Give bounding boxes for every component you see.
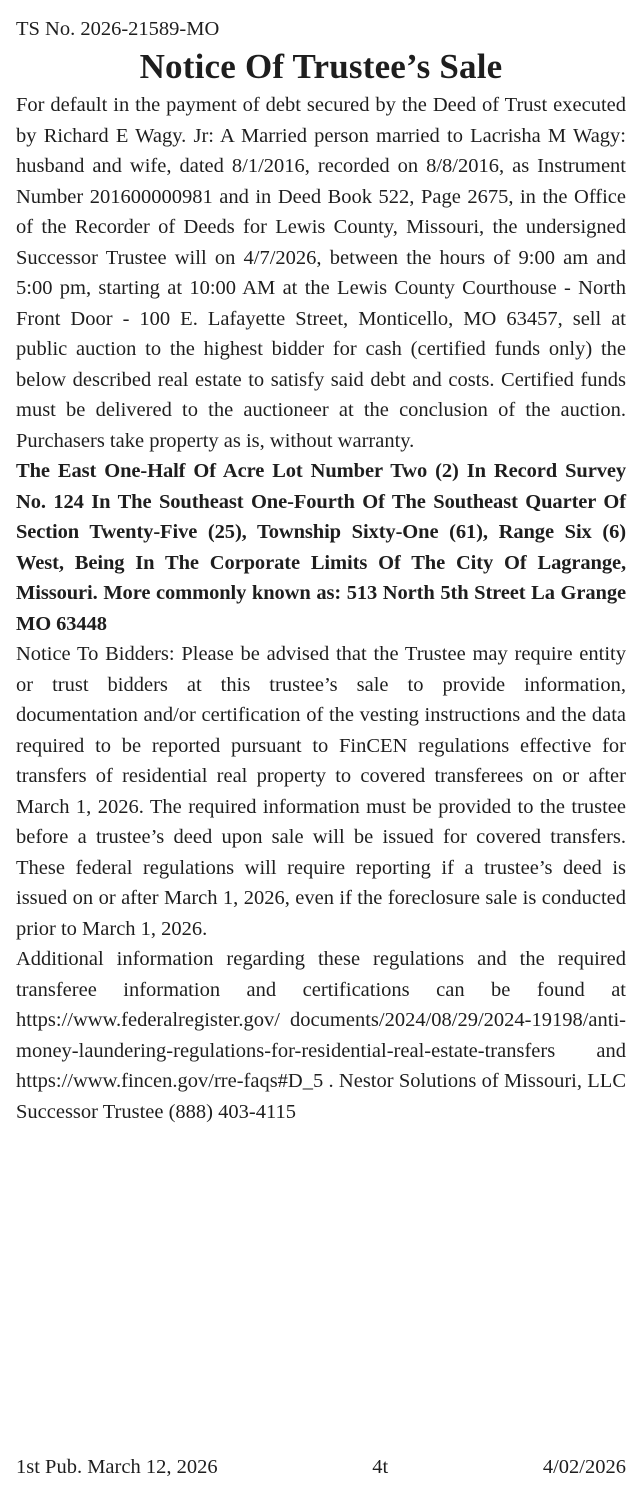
bidders-notice: Notice To Bidders: Please be advised that the Trustee may require entity or trust bidders at this trustee’s sale to provide information, documentation and/or certification of the vesting instructions and the data required to be reported pursuant to FinCEN regulations effective for transfers of residential real property to covered transferees on or after March 1, 2026. The required information must be provided to the trustee before a trustee’s deed upon sale will be issued for covered transfers. These federal regulations will require reporting if a trustee’s deed is issued on or after March 1, 2026, even if the foreclosure sale is conducted prior to March 1, 2026. [16, 643, 626, 940]
additional-info: Additional information regarding these regulations and the required transferee information and certifications can be found at https://www.federalregister.gov/ documents/2024/08/29/2024-19198/anti-money-laundering-regulations-for-residential-real-estate-transfers and https://www.fincen.gov/rre-faqs#D_5 . Nestor Solutions of Missouri, LLC Successor Trustee (888) 403-4115 [16, 948, 626, 1123]
last-publication-date: 4/02/2026 [542, 1456, 626, 1478]
first-publication-date: 1st Pub. March 12, 2026 [16, 1456, 218, 1478]
ts-number: TS No. 2026-21589-MO [16, 18, 220, 40]
run-count: 4t [372, 1456, 389, 1478]
publication-footer [16, 1452, 626, 1482]
notice-title: Notice Of Trustee’s Sale [139, 47, 503, 86]
legal-description: The East One-Half Of Acre Lot Number Two (2) In Record Survey No. 124 In The Southeast One-Fourth Of The Southeast Quarter Of Section Twenty-Five (25), Township Sixty-One (61), Range Six (6) West, Being In The Corporate Limits Of The City Of Lagrange, Missouri. More commonly known as: 513 North 5th Street La Grange MO 63448 [16, 460, 626, 635]
body-paragraph: For default in the payment of debt secured by the Deed of Trust executed by Richard E Wagy. Jr: A Married person married to Lacrisha M Wagy: husband and wife, dated 8/1/2016, recorded on 8/8/2016, as Instrument Number 201600000981 and in Deed Book 522, Page 2675, in the Office of the Recorder of Deeds for Lewis County, Missouri, the undersigned Successor Trustee will on 4/7/2026, between the hours of 9:00 am and 5:00 pm, starting at 10:00 AM at the Lewis County Courthouse - North Front Door - 100 E. Lafayette Street, Monticello, MO 63457, sell at public auction to the highest bidder for cash (certified funds only) the below described real estate to satisfy said debt and costs. Certified funds must be delivered to the auctioneer at the conclusion of the auction. Purchasers take property as is, without warranty. [16, 94, 626, 452]
